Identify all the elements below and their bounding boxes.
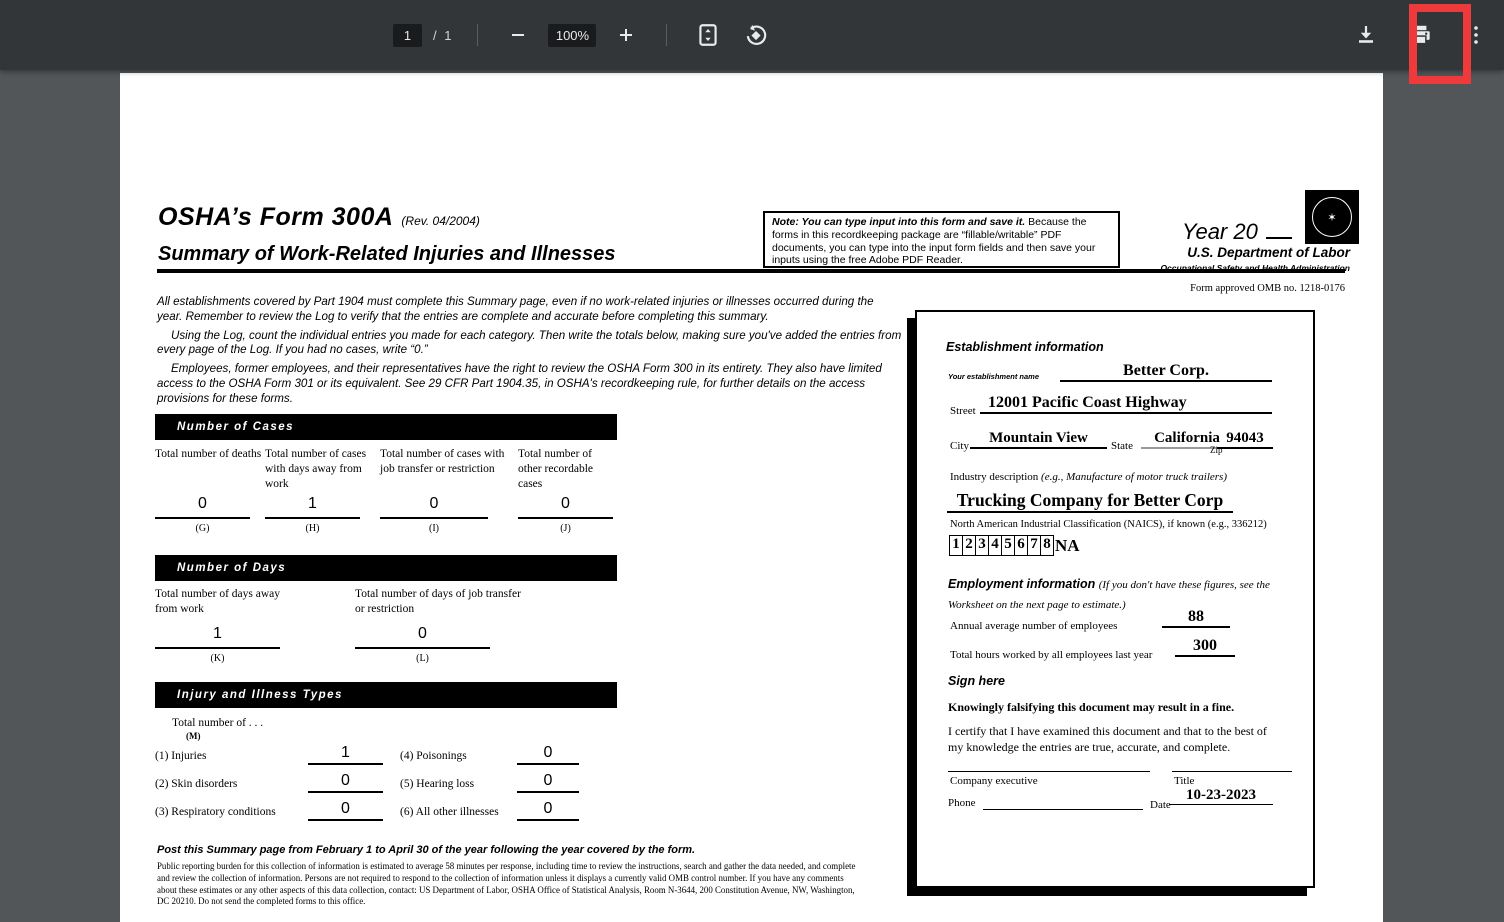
cases-job-transfer-field[interactable]: 0 <box>380 495 488 519</box>
field-label: (3) Respiratory conditions <box>155 806 276 818</box>
field-label: Total number of cases with job transfer or restriction <box>380 448 505 475</box>
fit-to-page-button[interactable] <box>691 18 725 52</box>
cases-column <box>155 447 265 534</box>
sign-here-header: Sign here <box>948 674 1005 688</box>
column-letter: (H) <box>305 523 320 534</box>
company-executive-signature-line[interactable] <box>948 771 1150 772</box>
note-box <box>763 211 1120 268</box>
employment-note-text: (If you don't have these figures, see the Worksheet on the next page to estimate.) <box>948 579 1270 611</box>
total-hours-field[interactable]: 300 <box>1175 637 1235 657</box>
rotate-counterclockwise-icon <box>743 22 769 48</box>
field-label: Total number of cases with days away from work <box>265 448 367 490</box>
falsify-warning: Knowingly falsifying this document may result in a fine. <box>948 700 1235 714</box>
column-letter: (K) <box>210 653 225 664</box>
employment-header-text: Employment information <box>948 577 1099 591</box>
zoom-out-button[interactable] <box>502 19 534 51</box>
number-of-days-header: Number of Days <box>155 555 617 581</box>
page-total-label: / 1 <box>433 27 454 43</box>
total-number-of-label: Total number of . . . <box>172 717 264 729</box>
print-button[interactable] <box>1404 18 1438 52</box>
all-other-illnesses-field[interactable]: 0 <box>517 800 579 821</box>
naics-digit-box[interactable]: 6 <box>1014 535 1028 556</box>
paperwork-burden-text: Public reporting burden for this collection of information is estimated to average 58 minutes per response, including time to review the instructions, search and gather the data needed, and complete and review the collection of information. Persons are not required to respond to the collection of information unless it displays a currently valid OMB control number. If you have any comments about these estimates or any other aspects of this data collection, contact: US Department of Labor, OSHA Office of Statistical Analysis, Room N-3644, 200 Constitution Avenue, NW, Washington, DC 20210. Do not send the completed forms to this office. <box>157 861 856 907</box>
state-field[interactable]: California <box>1141 430 1233 449</box>
poisonings-field[interactable]: 0 <box>517 744 579 765</box>
industry-example-text: (e.g., Manufacture of motor truck trailers) <box>1041 471 1227 483</box>
note-heading: Note: You can type input into this form and save it. <box>772 216 1026 228</box>
injury-illness-types-header: Injury and Illness Types <box>155 682 617 708</box>
zip-field[interactable]: 94043 <box>1217 430 1273 449</box>
state-label: State <box>1111 440 1133 452</box>
pdf-toolbar <box>0 0 1504 70</box>
days-column <box>155 587 355 664</box>
certify-statement: I certify that I have examined this document and that to the best of my knowledge the entries are true, accurate, and complete. <box>948 724 1267 754</box>
other-recordable-cases-field[interactable]: 0 <box>518 495 613 519</box>
field-label: Total number of deaths <box>155 448 262 460</box>
naics-digit-box[interactable]: 1 <box>949 535 963 556</box>
print-icon <box>1408 22 1434 48</box>
hearing-loss-field[interactable]: 0 <box>517 772 579 793</box>
note-body: Because the forms in this recordkeeping package are “fillable/writable” PDF documents, you can type into the input form fields and then save your inputs using the free Adobe PDF Reader. <box>772 216 1096 267</box>
industry-description-field[interactable]: Trucking Company for Better Corp <box>947 490 1233 513</box>
year-field[interactable] <box>1182 215 1292 245</box>
street-field[interactable]: 12001 Pacific Coast Highway <box>980 394 1272 414</box>
intro-paragraph: All establishments covered by Part 1904 must complete this Summary page, even if no work-related injuries or illnesses occurred during the year. Remember to review the Log to verify that the entries are complete and accurate before completing this summary. <box>157 295 874 323</box>
minus-icon <box>506 23 530 47</box>
cases-days-away-field[interactable]: 1 <box>265 495 360 519</box>
number-of-cases-section <box>155 447 625 534</box>
establishment-information-header: Establishment information <box>946 340 1104 354</box>
street-label: Street <box>950 405 976 417</box>
naics-digit-box[interactable]: 4 <box>988 535 1002 556</box>
total-deaths-field[interactable]: 0 <box>155 495 250 519</box>
form-revision: (Rev. 04/2004) <box>401 214 480 228</box>
more-vertical-icon <box>1464 23 1488 47</box>
osha-administration-label: Occupational Safety and Health Administration <box>1160 263 1350 273</box>
city-label: City <box>950 440 969 452</box>
more-options-button[interactable] <box>1460 19 1492 51</box>
naics-digit-box[interactable]: 5 <box>1001 535 1015 556</box>
cases-column <box>380 447 518 534</box>
form-title-text: OSHA’s Form 300A <box>158 203 394 231</box>
naics-digit-box[interactable]: 7 <box>1027 535 1041 556</box>
skin-disorders-field[interactable]: 0 <box>308 772 383 793</box>
company-executive-label: Company executive <box>950 775 1038 787</box>
phone-label: Phone <box>948 797 976 809</box>
rotate-button[interactable] <box>739 18 773 52</box>
employment-information-header <box>948 574 1280 614</box>
plus-icon <box>614 23 638 47</box>
zip-label: Zip <box>1210 445 1223 455</box>
page-number-input[interactable]: 1 <box>393 24 422 47</box>
pdf-page <box>120 73 1383 922</box>
toolbar-divider <box>666 24 667 46</box>
toolbar-divider <box>477 24 478 46</box>
phone-field[interactable] <box>983 809 1143 810</box>
field-label: (5) Hearing loss <box>400 778 475 790</box>
column-letter: (I) <box>429 523 439 534</box>
field-label: Total number of days of job transfer or restriction <box>355 588 521 615</box>
column-letter: (L) <box>416 653 429 664</box>
column-letter: (J) <box>560 523 571 534</box>
form-title <box>158 203 480 232</box>
fit-to-page-icon <box>695 22 721 48</box>
intro-paragraph: Using the Log, count the individual entries you made for each category. Then write the totals below, making sure you've added the entries from every page of the Log. If you had no cases, write “0.” <box>157 328 902 357</box>
cases-column <box>265 447 380 534</box>
days-job-transfer-field[interactable]: 0 <box>355 625 490 649</box>
column-letter: (G) <box>195 523 210 534</box>
naics-digit-box[interactable]: 2 <box>962 535 976 556</box>
field-label: (1) Injuries <box>155 750 207 762</box>
zoom-level-display[interactable]: 100% <box>548 24 596 47</box>
year-blank[interactable] <box>1266 215 1292 239</box>
field-label: (2) Skin disorders <box>155 778 238 790</box>
industry-description-label <box>950 471 1227 483</box>
form-subtitle: Summary of Work-Related Injuries and Illnesses <box>158 243 616 265</box>
cases-column <box>518 447 617 534</box>
establishment-information-panel <box>915 310 1315 888</box>
date-field[interactable]: 10-23-2023 <box>1169 787 1273 805</box>
annual-employees-label: Annual average number of employees <box>950 620 1118 632</box>
total-hours-label: Total hours worked by all employees last year <box>950 649 1153 661</box>
column-letter-m: (M) <box>186 731 201 741</box>
posting-notice: Post this Summary page from February 1 to April 30 of the year following the year covered by the form. <box>157 844 696 856</box>
number-of-cases-header: Number of Cases <box>155 414 617 440</box>
year-label-text: Year 20 <box>1182 219 1258 244</box>
establishment-name-field[interactable]: Better Corp. <box>1060 362 1272 382</box>
title-label: Title <box>1174 775 1195 787</box>
field-label: Total number of other recordable cases <box>518 448 594 490</box>
dol-emblem-icon: ✶ <box>1312 197 1352 237</box>
number-of-days-section <box>155 587 625 664</box>
days-away-field[interactable]: 1 <box>155 625 280 649</box>
download-icon <box>1354 23 1378 47</box>
intro-paragraph: Employees, former employees, and their representatives have the right to review the OSHA Form 300 in its entirety. They also have limited access to the OSHA Form 301 or its equivalent. See 29 CFR Part 1904.35, in OSHA's recordkeeping rule, for further details on the access provisions for these forms. <box>157 362 882 405</box>
injuries-field[interactable]: 1 <box>308 744 383 765</box>
omb-approval-label: Form approved OMB no. 1218-0176 <box>1190 283 1345 294</box>
industry-label-text: Industry description <box>950 471 1042 483</box>
naics-digit-box[interactable]: 8 <box>1040 535 1054 556</box>
title-line[interactable] <box>1172 771 1292 772</box>
injury-type-row <box>155 767 625 793</box>
download-button[interactable] <box>1350 19 1382 51</box>
naics-suffix: NA <box>1055 535 1080 555</box>
days-column <box>355 587 575 664</box>
field-label: (4) Poisonings <box>400 750 467 762</box>
naics-label: North American Industrial Classification (NAICS), if known (e.g., 336212) <box>950 519 1267 530</box>
dol-logo <box>1305 190 1359 244</box>
department-of-labor-label: U.S. Department of Labor <box>1187 245 1350 260</box>
annual-employees-field[interactable]: 88 <box>1162 608 1230 628</box>
naics-digit-box[interactable]: 3 <box>975 535 989 556</box>
city-field[interactable]: Mountain View <box>970 430 1107 449</box>
field-label: Total number of days away from work <box>155 588 281 615</box>
date-label: Date <box>1150 799 1171 811</box>
establishment-name-label: Your establishment name <box>948 372 1039 381</box>
naics-field[interactable] <box>950 535 1080 556</box>
injury-type-row <box>155 739 625 765</box>
respiratory-conditions-field[interactable]: 0 <box>308 800 383 821</box>
field-label: (6) All other illnesses <box>400 806 499 818</box>
zoom-in-button[interactable] <box>610 19 642 51</box>
injury-type-row <box>155 795 625 821</box>
form-intro-text <box>157 295 902 407</box>
